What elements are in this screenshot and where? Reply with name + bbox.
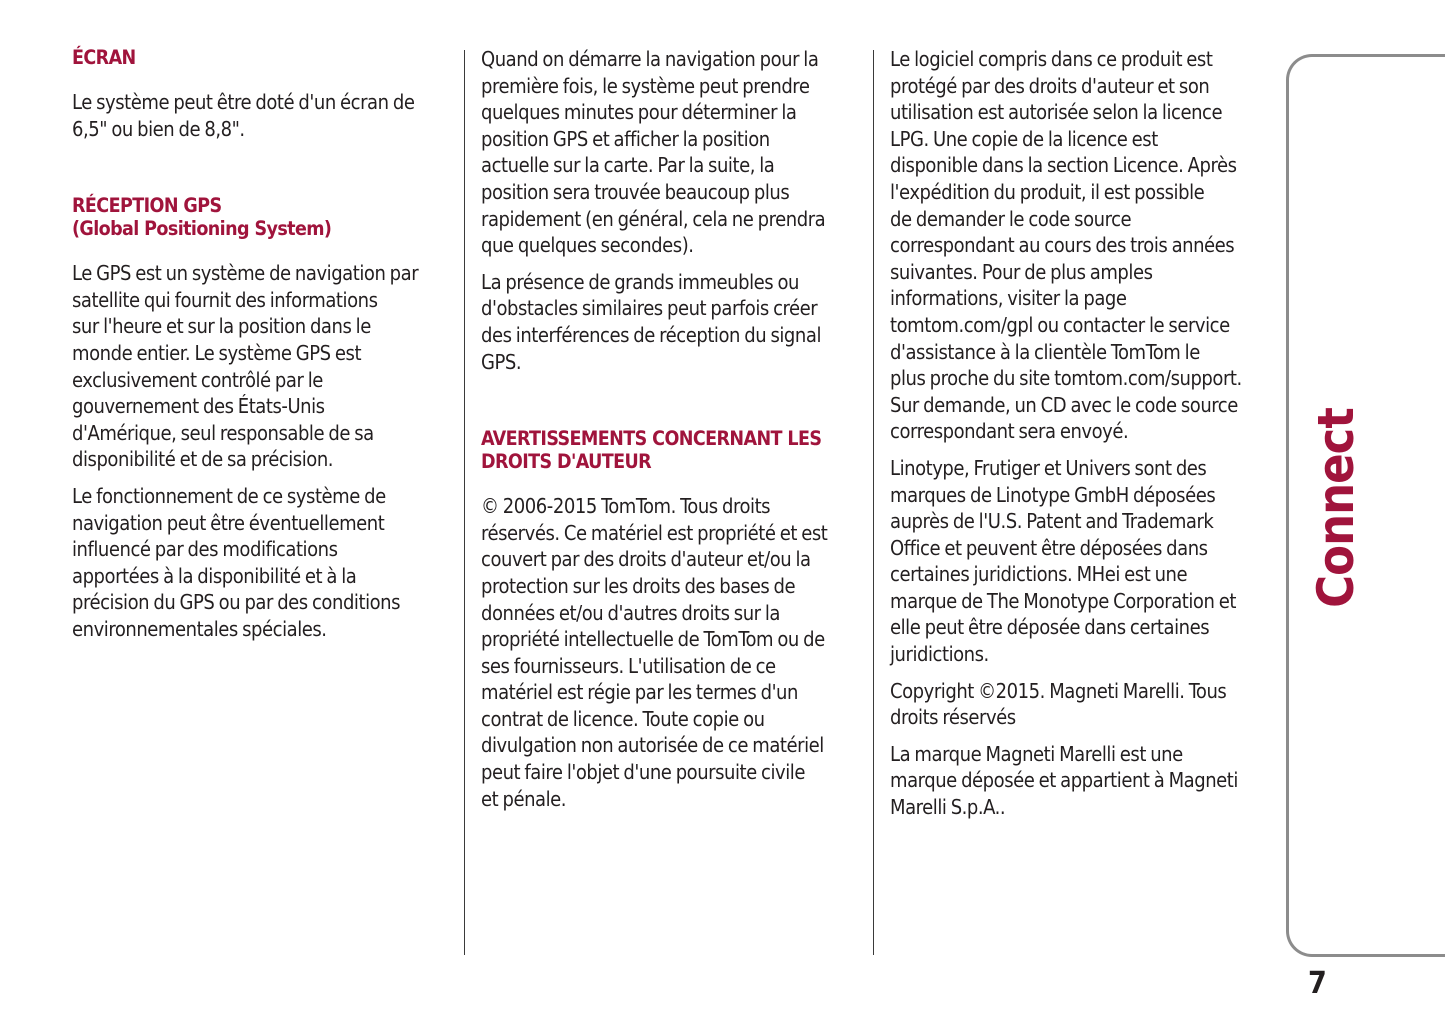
text-line: exclusivement contrôlé par le xyxy=(72,367,323,392)
page-number: 7 xyxy=(1308,966,1327,1001)
text-line: utilisation est autorisée selon la licence xyxy=(890,100,1223,125)
text-line: que quelques secondes). xyxy=(481,233,694,258)
column-3 xyxy=(890,46,1268,831)
text-line: précision du GPS ou par des conditions xyxy=(72,590,401,615)
text-line: navigation peut être éventuellement xyxy=(72,510,385,535)
text-line: satellite qui fournit des informations xyxy=(72,287,378,312)
paragraph xyxy=(890,678,1268,731)
text-line: tomtom.com/gpl ou contacter le service xyxy=(890,312,1230,337)
text-line: d'assistance à la clientèle TomTom le xyxy=(890,339,1200,364)
text-line: quelques minutes pour déterminer la xyxy=(481,100,797,125)
text-line: influencé par des modifications xyxy=(72,537,338,562)
text-line: marque déposée et appartient à Magneti xyxy=(890,768,1238,793)
text-line: Copyright ©2015. Magneti Marelli. Tous xyxy=(890,678,1227,703)
paragraph xyxy=(481,46,856,259)
text-line: de demander le code source xyxy=(890,206,1132,231)
text-line: rapidement (en général, cela ne prendra xyxy=(481,206,826,231)
text-line: des interférences de réception du signal xyxy=(481,322,821,347)
text-line: position sera trouvée beaucoup plus xyxy=(481,179,790,204)
text-line: ses fournisseurs. L'utilisation de ce xyxy=(481,653,776,678)
text-line: informations, visiter la page xyxy=(890,286,1127,311)
paragraph xyxy=(72,483,442,643)
text-line: position GPS et afficher la position xyxy=(481,126,770,151)
text-line: disponibilité et de sa précision. xyxy=(72,447,334,472)
section-heading-copyright: AVERTISSEMENTS CONCERNANT LES DROITS D'AUTEUR xyxy=(481,427,822,474)
text-line: données et/ou d'autres droits sur la xyxy=(481,600,780,625)
text-line: plus proche du site tomtom.com/support. xyxy=(890,366,1242,391)
text-line: première fois, le système peut prendre xyxy=(481,73,810,98)
paragraph xyxy=(890,46,1268,445)
text-line: auprès de l'U.S. Patent and Trademark xyxy=(890,509,1214,534)
column-divider xyxy=(873,50,874,955)
text-line: Linotype, Frutiger et Univers sont des xyxy=(890,455,1207,480)
paragraph xyxy=(890,741,1268,821)
text-line: réservés. Ce matériel est propriété et est xyxy=(481,520,828,545)
text-line: gouvernement des États-Unis xyxy=(72,394,325,419)
text-line: environnementales spéciales. xyxy=(72,616,327,641)
paragraph xyxy=(890,455,1268,668)
text-line: GPS. xyxy=(481,349,522,374)
text-line: couvert par des droits d'auteur et/ou la xyxy=(481,547,811,572)
text-line: peut faire l'objet d'une poursuite civile xyxy=(481,760,805,785)
text-line: Le fonctionnement de ce système de xyxy=(72,483,386,508)
text-line: l'expédition du produit, il est possible xyxy=(890,179,1205,204)
text-line: apportées à la disponibilité et à la xyxy=(72,563,357,588)
text-line: protégé par des droits d'auteur et son xyxy=(890,73,1210,98)
section-heading-ecran: ÉCRAN xyxy=(72,46,136,69)
text-line: Le GPS est un système de navigation par xyxy=(72,261,419,286)
text-line: Sur demande, un CD avec le code source xyxy=(890,392,1238,417)
text-line: certaines juridictions. MHei est une xyxy=(890,562,1188,587)
text-line: monde entier. Le système GPS est xyxy=(72,340,362,365)
text-line: marque de The Monotype Corporation et xyxy=(890,588,1236,613)
text-line: marques de Linotype GmbH déposées xyxy=(890,482,1216,507)
paragraph xyxy=(481,269,856,375)
text-line: suivantes. Pour de plus amples xyxy=(890,259,1153,284)
column-divider xyxy=(464,50,465,955)
text-line: protection sur les droits des bases de xyxy=(481,573,796,598)
chapter-tab-label: Connect xyxy=(1307,408,1365,608)
text-line: d'obstacles similaires peut parfois créer xyxy=(481,296,818,321)
text-line: Marelli S.p.A.. xyxy=(890,795,1006,820)
paragraph xyxy=(481,493,856,812)
text-line: disponible dans la section Licence. Après xyxy=(890,153,1237,178)
text-line: sur l'heure et sur la position dans le xyxy=(72,314,371,339)
text-line: 6,5" ou bien de 8,8". xyxy=(72,116,245,141)
column-1 xyxy=(72,46,442,653)
text-line: La présence de grands immeubles ou xyxy=(481,269,799,294)
paragraph xyxy=(72,260,442,473)
text-line: divulgation non autorisée de ce matériel xyxy=(481,733,824,758)
text-line: Le logiciel compris dans ce produit est xyxy=(890,47,1213,71)
text-line: contrat de licence. Toute copie ou xyxy=(481,706,765,731)
text-line: et pénale. xyxy=(481,786,567,811)
text-line: correspondant sera envoyé. xyxy=(890,419,1129,444)
text-line: correspondant au cours des trois années xyxy=(890,233,1235,258)
section-heading-gps: RÉCEPTION GPS (Global Positioning System) xyxy=(72,194,332,241)
text-line: actuelle sur la carte. Par la suite, la xyxy=(481,153,775,178)
text-line: elle peut être déposée dans certaines xyxy=(890,615,1210,640)
text-line: LPG. Une copie de la licence est xyxy=(890,126,1158,151)
text-line: Le système peut être doté d'un écran de xyxy=(72,90,415,114)
text-line: matériel est régie par les termes d'un xyxy=(481,680,798,705)
text-line: droits réservés xyxy=(890,705,1016,730)
text-line: Quand on démarre la navigation pour la xyxy=(481,47,819,71)
text-line: d'Amérique, seul responsable de sa xyxy=(72,420,374,445)
paragraph xyxy=(72,89,442,142)
text-line: © 2006-2015 TomTom. Tous droits xyxy=(481,494,771,519)
text-line: La marque Magneti Marelli est une xyxy=(890,741,1183,766)
text-line: juridictions. xyxy=(890,642,989,667)
column-2 xyxy=(481,46,856,822)
text-line: Office et peuvent être déposées dans xyxy=(890,535,1208,560)
text-line: propriété intellectuelle de TomTom ou de xyxy=(481,627,825,652)
